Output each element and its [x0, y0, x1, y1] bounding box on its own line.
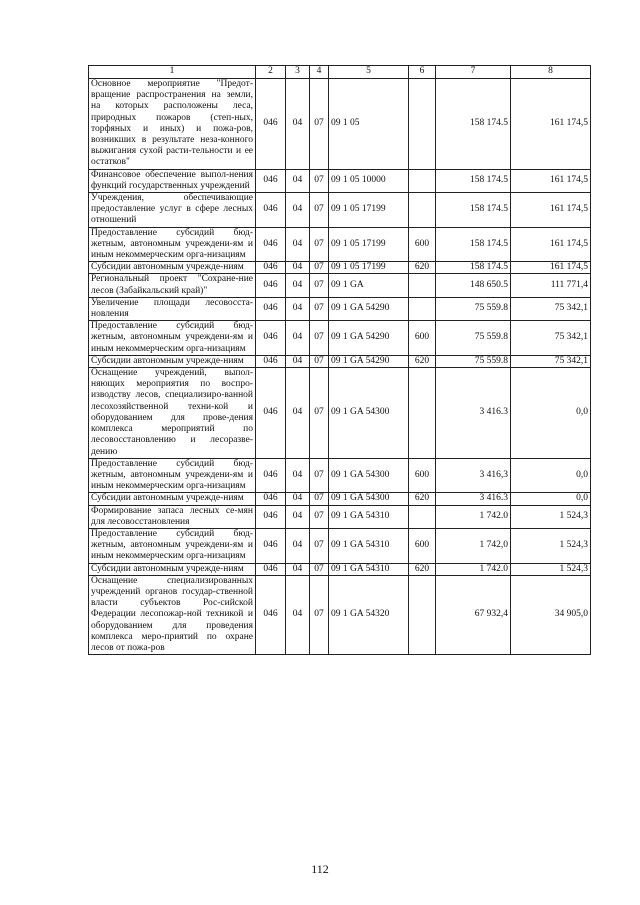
ministry-code-cell: 046 [256, 493, 286, 505]
section-code-cell: 04 [286, 193, 310, 228]
item-name-cell: Субсидии автономным учрежде-ниям [89, 355, 256, 367]
section-code-cell: 04 [286, 493, 310, 505]
subsection-code-cell: 07 [310, 169, 329, 192]
expense-type-cell [409, 274, 436, 297]
table-row [89, 262, 591, 274]
section-code-cell: 04 [286, 575, 310, 654]
amount-year2-cell: 161 174,5 [511, 79, 591, 170]
target-article-cell: 09 1 05 [329, 79, 409, 170]
ministry-code-cell: 046 [256, 169, 286, 192]
amount-year1-cell: 1 742.0 [436, 563, 511, 575]
ministry-code-cell: 046 [256, 563, 286, 575]
table-row [89, 458, 591, 493]
header-cell: 5 [329, 66, 409, 79]
table-row [89, 575, 591, 654]
section-code-cell: 04 [286, 297, 310, 320]
subsection-code-cell: 07 [310, 368, 329, 459]
item-name-cell: Увеличение площади лесовосста-новления [89, 297, 256, 320]
section-code-cell: 04 [286, 458, 310, 493]
header-cell: 2 [256, 66, 286, 79]
amount-year2-cell: 75 342,1 [511, 297, 591, 320]
table-row [89, 563, 591, 575]
target-article-cell: 09 1 05 17199 [329, 193, 409, 228]
table-row [89, 528, 591, 563]
amount-year2-cell: 111 771,4 [511, 274, 591, 297]
amount-year2-cell: 75 342,1 [511, 321, 591, 356]
amount-year1-cell: 158 174.5 [436, 169, 511, 192]
amount-year2-cell: 1 524,3 [511, 528, 591, 563]
expense-type-cell: 600 [409, 528, 436, 563]
ministry-code-cell: 046 [256, 193, 286, 228]
header-cell: 3 [286, 66, 310, 79]
target-article-cell: 09 1 GA 54310 [329, 528, 409, 563]
table-row [89, 227, 591, 262]
section-code-cell: 04 [286, 355, 310, 367]
item-name-cell: Предоставление субсидий бюд-жетным, автономным учреждени-ям и иным некоммерческим орга-низациям [89, 227, 256, 262]
item-name-cell: Предоставление субсидий бюд-жетным, автономным учреждени-ям и иным некоммерческим орга-низациям [89, 528, 256, 563]
section-code-cell: 04 [286, 169, 310, 192]
amount-year1-cell: 3 416.3 [436, 368, 511, 459]
subsection-code-cell: 07 [310, 575, 329, 654]
subsection-code-cell: 07 [310, 297, 329, 320]
subsection-code-cell: 07 [310, 274, 329, 297]
expense-type-cell: 620 [409, 262, 436, 274]
amount-year2-cell: 1 524,3 [511, 505, 591, 528]
header-cell: 4 [310, 66, 329, 79]
section-code-cell: 04 [286, 227, 310, 262]
table-row [89, 493, 591, 505]
amount-year2-cell: 1 524,3 [511, 563, 591, 575]
amount-year1-cell: 75 559.8 [436, 355, 511, 367]
target-article-cell: 09 1 GA [329, 274, 409, 297]
subsection-code-cell: 07 [310, 528, 329, 563]
amount-year1-cell: 158 174.5 [436, 262, 511, 274]
item-name-cell: Оснащение учреждений, выпол-няющих мероприятия по воспро-изводству лесов, специализиро-ванной лесохозяйственной техни-кой и оборудованием для прове-дения комплекса мероприятий по лесовосстановлению и лесоразве-дению [89, 368, 256, 459]
amount-year1-cell: 1 742.0 [436, 505, 511, 528]
ministry-code-cell: 046 [256, 321, 286, 356]
section-code-cell: 04 [286, 274, 310, 297]
ministry-code-cell: 046 [256, 297, 286, 320]
header-cell: 7 [436, 66, 511, 79]
section-code-cell: 04 [286, 563, 310, 575]
subsection-code-cell: 07 [310, 262, 329, 274]
section-code-cell: 04 [286, 528, 310, 563]
subsection-code-cell: 07 [310, 355, 329, 367]
table-row [89, 321, 591, 356]
subsection-code-cell: 07 [310, 458, 329, 493]
item-name-cell: Основное мероприятие "Предот-вращение распространения на земли, на которых расположены леса, природных пожаров (степ-ных, торфяных и иных) и пожа-ров, возникших в результате неза-конного выжигания сухой расти-тельности и ее остатков" [89, 79, 256, 170]
amount-year2-cell: 0,0 [511, 458, 591, 493]
table-row [89, 505, 591, 528]
item-name-cell: Предоставление субсидий бюд-жетным, автономным учреждени-ям и иным некоммерческим орга-низациям [89, 458, 256, 493]
table-row [89, 169, 591, 192]
item-name-cell: Оснащение специализированных учреждений органов государ-ственной власти субъектов Рос-сийской Федерации лесопожар-ной техникой и оборудованием для проведения комплекса меро-приятий по охране лесов от пожа-ров [89, 575, 256, 654]
amount-year1-cell: 75 559.8 [436, 297, 511, 320]
amount-year2-cell: 34 905,0 [511, 575, 591, 654]
amount-year1-cell: 3 416,3 [436, 458, 511, 493]
section-code-cell: 04 [286, 368, 310, 459]
expense-type-cell: 620 [409, 355, 436, 367]
header-cell: 6 [409, 66, 436, 79]
target-article-cell: 09 1 GA 54290 [329, 321, 409, 356]
target-article-cell: 09 1 05 17199 [329, 227, 409, 262]
amount-year1-cell: 75 559.8 [436, 321, 511, 356]
ministry-code-cell: 046 [256, 528, 286, 563]
item-name-cell: Субсидии автономным учрежде-ниям [89, 563, 256, 575]
subsection-code-cell: 07 [310, 563, 329, 575]
target-article-cell: 09 1 GA 54290 [329, 355, 409, 367]
ministry-code-cell: 046 [256, 79, 286, 170]
subsection-code-cell: 07 [310, 493, 329, 505]
amount-year1-cell: 148 650.5 [436, 274, 511, 297]
amount-year2-cell: 0,0 [511, 493, 591, 505]
expense-type-cell [409, 505, 436, 528]
ministry-code-cell: 046 [256, 505, 286, 528]
ministry-code-cell: 046 [256, 458, 286, 493]
amount-year1-cell: 158 174.5 [436, 193, 511, 228]
amount-year2-cell: 161 174,5 [511, 227, 591, 262]
ministry-code-cell: 046 [256, 368, 286, 459]
amount-year2-cell: 161 174,5 [511, 169, 591, 192]
expense-type-cell [409, 79, 436, 170]
item-name-cell: Субсидии автономным учрежде-ниям [89, 262, 256, 274]
table-row [89, 274, 591, 297]
amount-year1-cell: 67 932,4 [436, 575, 511, 654]
expense-type-cell [409, 169, 436, 192]
target-article-cell: 09 1 05 17199 [329, 262, 409, 274]
table-row [89, 79, 591, 170]
target-article-cell: 09 1 GA 54310 [329, 563, 409, 575]
amount-year1-cell: 158 174.5 [436, 227, 511, 262]
item-name-cell: Предоставление субсидий бюд-жетным, автономным учреждени-ям и иным некоммерческим орга-низациям [89, 321, 256, 356]
amount-year2-cell: 161 174,5 [511, 193, 591, 228]
target-article-cell: 09 1 GA 54320 [329, 575, 409, 654]
amount-year1-cell: 3 416.3 [436, 493, 511, 505]
item-name-cell: Субсидии автономным учрежде-ниям [89, 493, 256, 505]
ministry-code-cell: 046 [256, 262, 286, 274]
target-article-cell: 09 1 GA 54300 [329, 458, 409, 493]
subsection-code-cell: 07 [310, 321, 329, 356]
table-row [89, 193, 591, 228]
expense-type-cell: 620 [409, 493, 436, 505]
amount-year2-cell: 161 174,5 [511, 262, 591, 274]
expense-type-cell: 600 [409, 458, 436, 493]
item-name-cell: Финансовое обеспечение выпол-нения функций государственных учреждений [89, 169, 256, 192]
section-code-cell: 04 [286, 505, 310, 528]
expense-type-cell: 620 [409, 563, 436, 575]
expense-type-cell: 600 [409, 321, 436, 356]
ministry-code-cell: 046 [256, 227, 286, 262]
header-cell: 1 [89, 66, 256, 79]
expense-type-cell [409, 575, 436, 654]
amount-year1-cell: 1 742,0 [436, 528, 511, 563]
subsection-code-cell: 07 [310, 79, 329, 170]
section-code-cell: 04 [286, 262, 310, 274]
ministry-code-cell: 046 [256, 355, 286, 367]
expense-type-cell [409, 193, 436, 228]
table-row [89, 355, 591, 367]
section-code-cell: 04 [286, 79, 310, 170]
ministry-code-cell: 046 [256, 274, 286, 297]
expense-type-cell: 600 [409, 227, 436, 262]
budget-table [88, 65, 591, 655]
target-article-cell: 09 1 GA 54290 [329, 297, 409, 320]
amount-year2-cell: 75 342,1 [511, 355, 591, 367]
target-article-cell: 09 1 GA 54300 [329, 493, 409, 505]
item-name-cell: Региональный проект "Сохране-ние лесов (Забайкальский край)" [89, 274, 256, 297]
header-cell: 8 [511, 66, 591, 79]
item-name-cell: Учреждения, обеспечивающие предоставление услуг в сфере лесных отношений [89, 193, 256, 228]
target-article-cell: 09 1 GA 54310 [329, 505, 409, 528]
target-article-cell: 09 1 05 10000 [329, 169, 409, 192]
item-name-cell: Формирование запаса лесных се-мян для лесовосстановления [89, 505, 256, 528]
ministry-code-cell: 046 [256, 575, 286, 654]
amount-year1-cell: 158 174.5 [436, 79, 511, 170]
subsection-code-cell: 07 [310, 193, 329, 228]
amount-year2-cell: 0,0 [511, 368, 591, 459]
target-article-cell: 09 1 GA 54300 [329, 368, 409, 459]
header-row [89, 66, 591, 79]
section-code-cell: 04 [286, 321, 310, 356]
page-number: 112 [311, 862, 329, 876]
table-row [89, 368, 591, 459]
subsection-code-cell: 07 [310, 505, 329, 528]
table-row [89, 297, 591, 320]
subsection-code-cell: 07 [310, 227, 329, 262]
expense-type-cell [409, 297, 436, 320]
expense-type-cell [409, 368, 436, 459]
